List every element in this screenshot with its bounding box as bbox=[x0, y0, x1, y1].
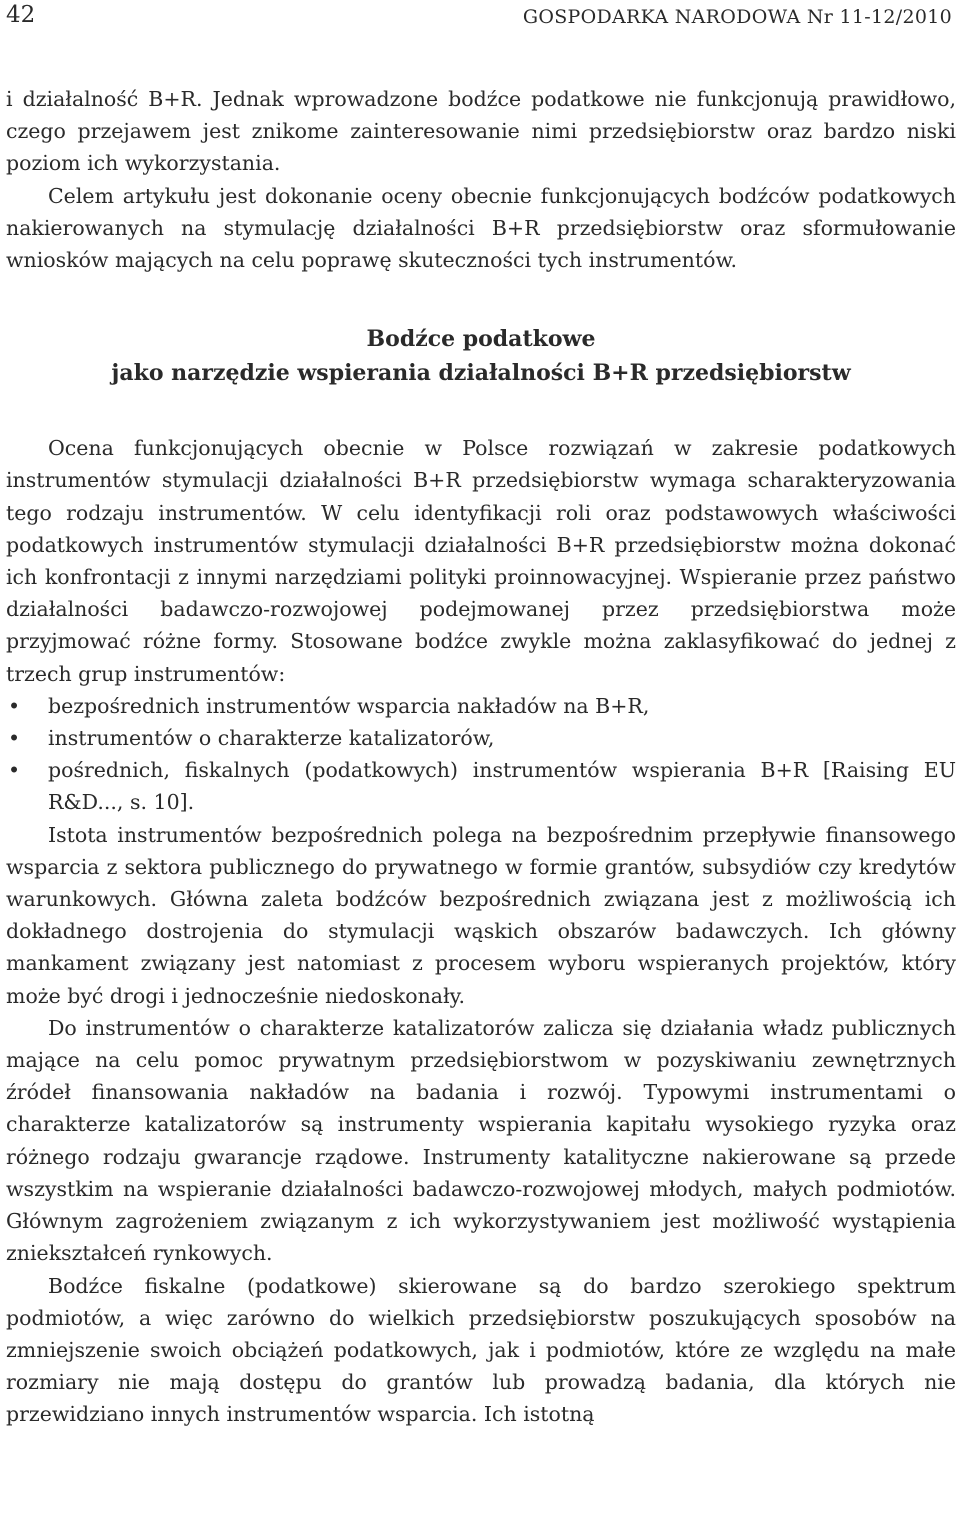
list-item-text: bezpośrednich instrumentów wsparcia nakładów na B+R, bbox=[48, 693, 650, 718]
intro-paragraph-continued: i działalność B+R. Jednak wprowadzone bodźce podatkowe nie funkcjonują prawidłowo, czego przejawem jest znikome zainteresowanie nimi przedsiębiorstw oraz bardzo niski poziom ich wykorzystania. bbox=[6, 87, 956, 176]
section-heading bbox=[6, 322, 956, 390]
journal-title: GOSPODARKA NARODOWA Nr 11-12/2010 bbox=[522, 6, 952, 28]
list-item bbox=[6, 754, 956, 818]
article-body bbox=[6, 83, 956, 1431]
intro-paragraph-aim: Celem artykułu jest dokonanie oceny obecnie funkcjonujących bodźców podatkowych nakierowanych na stymulację działalności B+R przedsiębiorstw oraz sformułowanie wniosków mających na celu poprawę skuteczności tych instrumentów. bbox=[6, 183, 956, 273]
bullet-icon: • bbox=[8, 726, 21, 751]
page-header bbox=[6, 0, 956, 50]
bullet-icon: • bbox=[8, 758, 21, 783]
instrument-groups-list bbox=[6, 690, 956, 819]
section-heading-line-2: jako narzędzie wspierania działalności B+R przedsiębiorstw bbox=[111, 360, 851, 387]
section-paragraph-4: Bodźce fiskalne (podatkowe) skierowane są do bardzo szerokiego spektrum podmiotów, a więc zarówno do wielkich przedsiębiorstw poszukujących sposobów na zmniejszenie swoich obciążeń podatkowych, jak i podmiotów, które ze względu na małe rozmiary nie mają dostępu do grantów lub prowadzą badania, dla których nie przewidziano innych instrumentów wsparcia. Ich istotną bbox=[6, 1273, 956, 1427]
section-heading-line-1: Bodźce podatkowe bbox=[366, 326, 596, 353]
list-item-text: pośrednich, fiskalnych (podatkowych) instrumentów wspierania B+R [Raising EU R&D..., s. 10]. bbox=[48, 758, 956, 815]
document-page bbox=[6, 0, 956, 1431]
section-paragraph-1: Ocena funkcjonujących obecnie w Polsce rozwiązań w zakresie podatkowych instrumentów stymulacji działalności B+R przedsiębiorstw wymaga scharakteryzowania tego rodzaju instrumentów. W celu identyfikacji roli oraz podstawowych właściwości podatkowych instrumentów stymulacji działalności B+R przedsiębiorstw można dokonać ich konfrontacji z innymi narzędziami polityki proinnowacyjnej. Wspieranie przez państwo działalności badawczo-rozwojowej podejmowanej przez przedsiębiorstwa może przyjmować różne formy. Stosowane bodźce zwykle można zaklasyfikować do jednej z trzech grup instrumentów: bbox=[6, 436, 956, 686]
page-number: 42 bbox=[6, 2, 36, 28]
bullet-icon: • bbox=[8, 693, 21, 718]
list-item-text: instrumentów o charakterze katalizatorów, bbox=[48, 726, 495, 751]
list-item bbox=[6, 690, 956, 722]
section-paragraph-3: Do instrumentów o charakterze katalizatorów zalicza się działania władz publicznych mające na celu pomoc prywatnym przedsiębiorstwom w pozyskiwaniu zewnętrznych źródeł finansowania nakładów na badania i rozwój. Typowymi instrumentami o charakterze katalizatorów są instrumenty wspierania kapitału wysokiego ryzyka oraz różnego rodzaju gwarancje rządowe. Instrumenty katalityczne nakierowane są przede wszystkim na wspieranie działalności badawczo-rozwojowej młodych, małych podmiotów. Głównym zagrożeniem związanym z ich wykorzystywaniem jest możliwość wystąpienia zniekształceń rynkowych. bbox=[6, 1015, 956, 1266]
section-paragraph-2: Istota instrumentów bezpośrednich polega na bezpośrednim przepływie finansowego wsparcia z sektora publicznego do prywatnego w formie grantów, subsydiów czy kredytów warunkowych. Główna zaleta bodźców bezpośrednich związana jest z możliwością ich dokładnego dostrojenia do stymulacji wąskich obszarów badawczych. Ich główny mankament związany jest natomiast z procesem wyboru wspieranych projektów, który może być drogi i jednocześnie niedoskonały. bbox=[6, 822, 956, 1008]
list-item bbox=[6, 722, 956, 754]
